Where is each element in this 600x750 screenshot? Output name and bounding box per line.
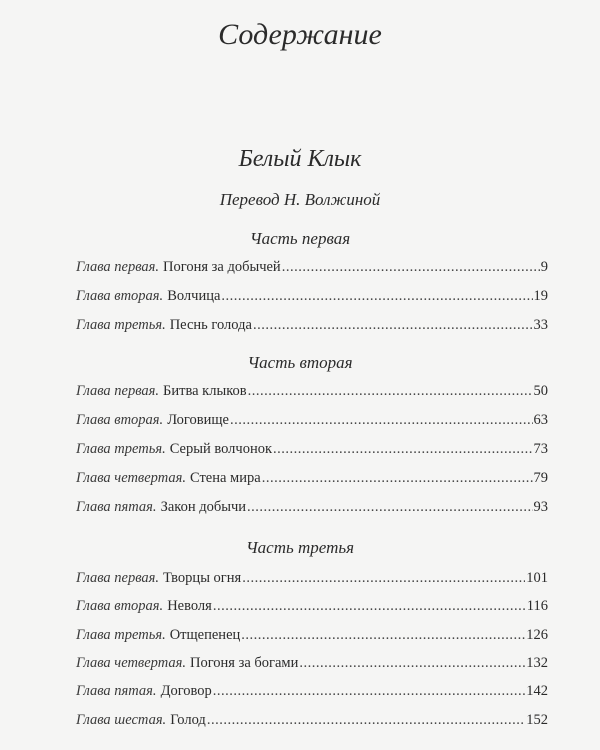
toc-entry[interactable] (76, 382, 548, 400)
chapter-label: Глава третья. (76, 441, 166, 457)
chapter-label: Глава третья. (76, 627, 166, 643)
chapter-label: Глава первая. (76, 570, 160, 586)
chapter-name: Стена мира (189, 470, 261, 486)
leader-dots (221, 287, 532, 305)
leader-dots (241, 626, 525, 644)
toc-entry[interactable] (76, 597, 548, 615)
toc-entry[interactable] (76, 682, 548, 700)
part-heading: Часть вторая (247, 353, 353, 372)
leader-dots (213, 597, 526, 615)
toc-entry[interactable] (76, 654, 548, 672)
chapter-label: Глава третья. (76, 317, 166, 333)
chapter-label: Глава вторая. (76, 412, 164, 428)
leader-dots (207, 711, 525, 729)
chapter-name: Голод (170, 712, 206, 728)
chapter-name: Битва клыков (163, 383, 247, 399)
chapter-name: Погоня за богами (189, 655, 299, 671)
toc-entry[interactable] (76, 258, 548, 276)
translator-credit: Перевод Н. Волжиной (219, 190, 381, 209)
leader-dots (230, 411, 533, 429)
leader-dots (247, 498, 532, 516)
leader-dots (248, 382, 533, 400)
chapter-label: Глава шестая. (76, 712, 167, 728)
chapter-name: Договор (160, 683, 212, 699)
leader-dots (242, 569, 525, 587)
toc-entry[interactable] (76, 711, 548, 729)
chapter-label: Глава вторая. (76, 288, 164, 304)
page-title: Содержание (218, 18, 382, 51)
page-number: 93 (533, 499, 548, 515)
toc-entry[interactable] (76, 469, 548, 487)
toc-entry[interactable] (76, 440, 548, 458)
chapter-label: Глава первая. (76, 259, 160, 275)
page-number: 101 (526, 570, 548, 586)
leader-dots (273, 440, 532, 458)
toc-entry[interactable] (76, 316, 548, 334)
chapter-name: Песнь голода (169, 317, 252, 333)
chapter-label: Глава пятая. (76, 683, 157, 699)
toc-entry[interactable] (76, 569, 548, 587)
chapter-label: Глава четвертая. (76, 470, 186, 486)
chapter-label: Глава вторая. (76, 598, 164, 614)
page-number: 152 (526, 712, 548, 728)
chapter-name: Неволя (167, 598, 212, 614)
chapter-name: Логовище (167, 412, 229, 428)
page-number: 63 (533, 412, 548, 428)
chapter-name: Серый волчонок (169, 441, 273, 457)
leader-dots (213, 682, 525, 700)
page-number: 79 (533, 470, 548, 486)
book-title: Белый Клык (238, 146, 362, 172)
chapter-label: Глава четвертая. (76, 655, 186, 671)
page-number: 73 (533, 441, 548, 457)
page-number: 116 (526, 598, 548, 614)
toc-entry[interactable] (76, 287, 548, 305)
page-number: 126 (526, 627, 548, 643)
leader-dots (253, 316, 533, 334)
chapter-label: Глава пятая. (76, 499, 157, 515)
leader-dots (299, 654, 525, 672)
page-number: 33 (533, 317, 548, 333)
chapter-name: Волчица (167, 288, 221, 304)
page-number: 19 (533, 288, 548, 304)
part-heading: Часть третья (245, 538, 355, 557)
chapter-name: Творцы огня (163, 570, 242, 586)
leader-dots (282, 258, 540, 276)
chapter-name: Закон добычи (160, 499, 247, 515)
chapter-name: Отщепенец (169, 627, 241, 643)
chapter-label: Глава первая. (76, 383, 160, 399)
leader-dots (262, 469, 533, 487)
toc-entry[interactable] (76, 498, 548, 516)
toc-entry[interactable] (76, 411, 548, 429)
chapter-name: Погоня за добычей (163, 259, 281, 275)
page-number: 50 (533, 383, 548, 399)
page-number: 9 (540, 259, 548, 275)
page-number: 142 (526, 683, 548, 699)
toc-entry[interactable] (76, 626, 548, 644)
part-heading: Часть первая (249, 229, 351, 248)
page-number: 132 (526, 655, 548, 671)
